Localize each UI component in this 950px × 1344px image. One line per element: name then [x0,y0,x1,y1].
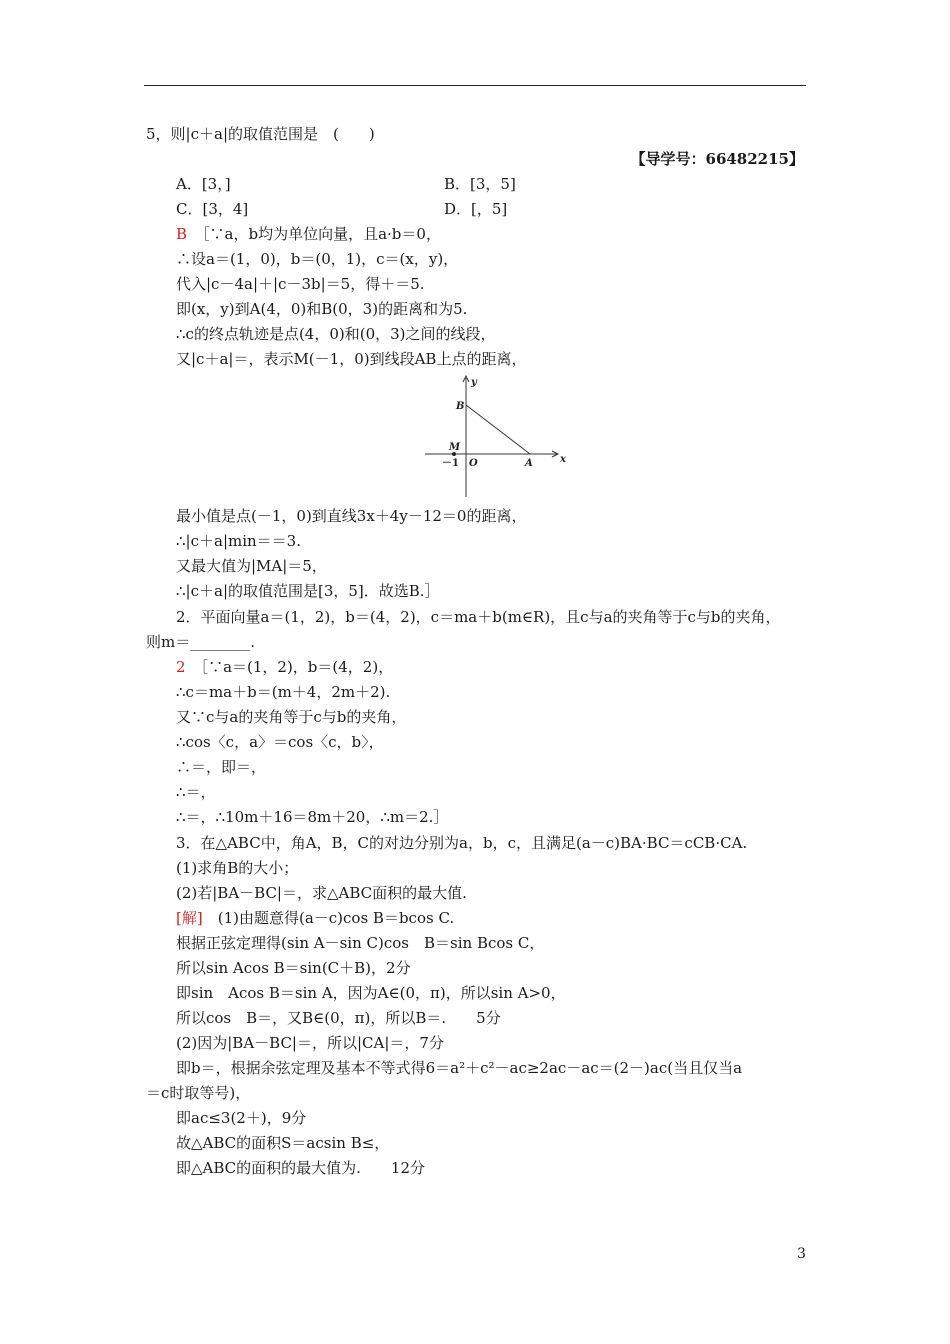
label-neg1: －1 [442,458,459,469]
question-3-part-1: (1)求角B的大小； [176,859,299,877]
solution-2-line-4: ∴＝，即＝， [176,758,267,776]
solution-3-line-6: (2)因为|BA－BC|＝，所以|CA|＝，7分 [176,1034,444,1052]
label-x: x [560,454,566,465]
answer-1-line [176,224,441,244]
answer-1-text: ［∵a，b均为单位向量，且a·b＝0， [202,225,441,243]
solution-1-line-3: 即(x，y)到A(4，0)和B(0，3)的距离和为5. [176,300,468,318]
solution-2-line-2: 又∵c与a的夹角等于c与b的夹角， [176,708,407,726]
answer-2-line [176,657,393,677]
label-a: A [525,458,533,469]
answer-2-mark: 2 [176,658,186,676]
solution-3-line-2: 根据正弦定理得(sin A－sin C)cos B＝sin Bcos C， [176,934,545,952]
solution-1-line-7: ∴|c＋a|min＝＝3. [176,532,301,550]
solution-3-line-1 [176,908,454,928]
solution-2-line-5: ∴＝， [176,783,216,801]
coordinate-graph [420,372,570,502]
option-b: B．[3，5] [444,175,516,193]
solution-2-line-6: ∴＝，∴10m＋16＝8m＋20，∴m＝2.］ [176,808,449,826]
solution-1-line-6: 最小值是点(－1，0)到直线3x＋4y－12＝0的距离， [176,507,527,525]
solution-3-text-1: (1)由题意得(a－c)cos B＝bcos C. [217,909,455,927]
option-a: A．[3，] [176,175,231,193]
header-rule [144,85,806,86]
solution-1-line-1: ∴设a＝(1，0)，b＝(0，1)，c＝(x，y)， [176,250,459,268]
solution-3-line-10: 故△ABC的面积S＝acsin B≤， [176,1134,390,1152]
label-y: y [471,377,477,388]
label-b: B [456,401,465,412]
solution-2-line-1: ∴c＝ma＋b＝(m＋4，2m＋2). [176,683,391,701]
page-number: 3 [797,1246,806,1262]
label-o: O [469,458,478,469]
solution-3-line-3: 所以sin Acos B＝sin(C＋B)，2分 [176,959,411,977]
solution-1-line-4: ∴c的终点轨迹是点(4，0)和(0，3)之间的线段， [176,325,496,343]
question-3-part-2: (2)若|BA－BC|＝，求△ABC面积的最大值. [176,884,467,902]
solution-label: [解] [176,909,203,927]
answer-1-mark: B [176,225,188,243]
solution-1-line-9: ∴|c＋a|的取值范围是[3，5]．故选B.］ [176,582,440,600]
solution-3-line-5: 所以cos B＝，又B∈(0，π)，所以B＝. 5分 [176,1009,501,1027]
solution-1-line-5: 又|c＋a|＝，表示M(－1，0)到线段AB上点的距离， [176,350,527,368]
solution-2-line-3: ∴cos〈c，a〉＝cos〈c，b〉， [176,733,384,751]
solution-1-line-8: 又最大值为|MA|＝5， [176,557,327,575]
solution-3-line-8: ＝c时取等号)， [146,1084,251,1102]
solution-3-line-7: 即b＝，根据余弦定理及基本不等式得6＝a²＋c²－ac≥2ac－ac＝(2－)ac(当且仅当a [176,1059,743,1077]
option-d: D．[，5] [444,200,508,218]
segment-ab [466,405,530,454]
solution-1-line-2: 代入|c－4a|＋|c－3b|＝5，得＋＝5. [176,275,425,293]
solution-3-line-4: 即sin Acos B＝sin A，因为A∈(0，π)，所以sin A>0， [176,984,566,1002]
question-3-stem: 3．在△ABC中，角A，B，C的对边分别为a，b，c，且满足(a－c)BA·BC＝cCB·CA. [176,834,748,852]
question-2-stem: 2．平面向量a＝(1，2)，b＝(4，2)，c＝ma＋b(m∈R)，且c与a的夹角等于c与b的夹角， [176,608,781,626]
solution-3-line-9: 即ac≤3(2＋)，9分 [176,1109,307,1127]
option-c: C．[3，4] [176,200,249,218]
solution-3-line-11: 即△ABC的面积的最大值为. 12分 [176,1159,426,1177]
question-1-stem: 5，则|c＋a|的取值范围是 ( ) [146,125,375,143]
answer-2-text: ［∵a＝(1，2)，b＝(4，2)， [200,658,394,676]
question-2-blank: 则m＝________. [146,633,255,651]
guide-number-tag: 【导学号：66482215】 [630,150,804,168]
label-m: M [449,442,461,453]
